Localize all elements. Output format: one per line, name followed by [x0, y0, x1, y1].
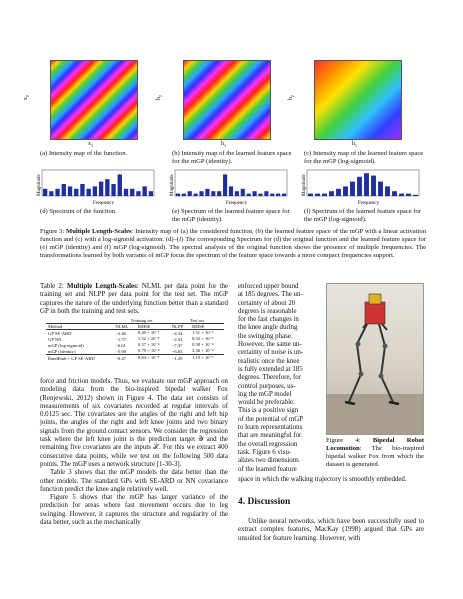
caption-f: (f) Spectrum of the learned feature space for the mGP (log-sigmoid).: [304, 208, 421, 223]
table-row: mGP (log-sigmoid) −6.61 0.37 × 10⁻⁴ −7.37 0.58 × 10⁻⁴: [48, 342, 214, 348]
spectrum-bar: [413, 195, 418, 196]
text-line: would be preferable.: [238, 399, 295, 407]
text-line: the knee angle during: [238, 324, 298, 332]
spectrum-bar: [49, 191, 53, 196]
spectrum-bar: [217, 191, 221, 196]
spectrum-d-xlabel: Frequency: [93, 201, 115, 206]
text-line: is fully extended at 185: [238, 365, 303, 373]
text-line: enforced upper bound: [238, 283, 299, 290]
spectrum-bar: [223, 174, 227, 196]
spectrum-bar: [124, 189, 128, 196]
spectrum-bar: [264, 191, 268, 196]
robot-photo: [326, 283, 424, 435]
text-line: However, the same un-: [238, 341, 302, 349]
spectrum-bar: [62, 184, 66, 196]
spectrum-bar: [111, 184, 115, 196]
table-row: GP NN −1.57 1.52 × 10⁻² −2.53 8.32 × 10⁻²: [48, 336, 214, 342]
spectrum-bar: [43, 189, 47, 196]
caption-d: (d) Spectrum of the function.: [40, 208, 117, 215]
spectrum-bar: [199, 191, 203, 196]
spectrum-bar: [378, 182, 383, 196]
spectrum-bar: [74, 189, 78, 196]
text-line: certainty of noise is un-: [238, 349, 304, 357]
text-line: for the fast changes in: [238, 316, 299, 324]
spectrum-bar: [136, 191, 140, 196]
spectrum-bar: [399, 194, 404, 196]
spectrum-bar: [357, 177, 362, 196]
text-line: ing the mGP model: [238, 390, 292, 398]
text-line: the overall regression: [238, 440, 298, 448]
text-line: at 185 degrees. The un-: [238, 291, 303, 299]
figure-4-caption: Figure 4: Bipedal Robot Locomotion: The bio-inspired bipedal walker Fox from which the dataset is generated.: [326, 437, 424, 468]
caption-c: (c) Intensity map of the learned feature space for the mGP (log-sigmoid).: [304, 150, 424, 165]
text-line: This is a positive sign: [238, 407, 299, 415]
spectrum-bar: [282, 194, 286, 196]
text-line: of the learned feature: [238, 465, 297, 473]
heatmap-c-xlabel: $h_1$: [352, 141, 357, 149]
spectrum-e: [163, 166, 293, 206]
spectrum-bar: [149, 191, 153, 196]
spectrum-bar: [194, 194, 198, 196]
spectrum-bar: [182, 194, 186, 196]
spectrum-d-ylabel: Magnitude: [37, 174, 42, 196]
spectrum-bar: [93, 186, 97, 196]
text-line: control purposes, us-: [238, 382, 296, 390]
spectrum-bar: [118, 174, 122, 196]
spectrum-d: [30, 166, 160, 206]
spectrum-bar: [322, 194, 327, 196]
heatmap-c-ylabel: $h_2$: [287, 95, 296, 101]
spectrum-bar: [371, 176, 376, 196]
spectrum-bar: [176, 194, 180, 196]
spectrum-bar: [99, 182, 103, 196]
spectrum-bar: [105, 179, 109, 196]
spectrum-bar: [247, 194, 251, 196]
spectrum-bar: [336, 189, 341, 196]
table-row: mGP (identity) −5.60 0.79 × 10⁻⁴ −6.63 2.36 × 10⁻⁴: [48, 348, 214, 354]
right-paragraph-end: space in which the walking trajectory is smoothly embedded.: [238, 476, 407, 483]
paragraph: Table 3 shows that the mGP models the data better than the other models. The standard GPs with SE-ARD or NN covariance function predict the knee angle relatively well.: [40, 469, 228, 493]
spectrum-bar: [130, 189, 134, 196]
spectrum-bar: [68, 186, 72, 196]
spectrum-bar: [86, 189, 90, 196]
figure-3-caption: Figure 3: Multiple Length-Scales: Intensity map of (a) the considered function, (b) the learned feature space of the mGP with a linear activation function and (c) with a log-sigmoid activation. (d)–(f) The corresponding Spectrum for (d) the original function and the learned feature space for (e) mGP (identity) and (f) mGP (log-sigmoid). The spectral analysis of the original function shows the presence of multiple frequencies. The transformations learned by both variants of mGP focus the spectrum of the feature space towards a more compact frequencies support.: [40, 228, 426, 259]
spectrum-bar: [343, 186, 348, 196]
spectrum-bar: [392, 191, 397, 196]
table-2-caption: Table 2: Multiple Length-Scales: NLML per data point for the training set and NLPP per data point for the test set. The mGP captures the nature of the underlying function better than a standard GP in both the training and test sets.: [40, 283, 228, 315]
spectrum-bar: [350, 182, 355, 196]
spectrum-bar: [258, 194, 262, 196]
spectrum-bar: [241, 189, 245, 196]
paragraph: force and friction models. Thus, we evaluate our mGP approach on modeling data from the bio-inspired bipedal walker Fox (Renjewski, 2012) shown in Figure 4. The data set consists of measurements of six covariates recorded at regular intervals of 0.0125 sec. The covariates are the angles of the right and left hip joints, the angles of the right and left knee joints and two binary signals from the ground contact sensors. We consider the regression task where the left knee joint is the prediction target 𝒴 and the remaining five covariates are the inputs 𝒳. For this we extract 400 consecutive data points, while we test on the following 500 data points. The mGP uses a network structure [1-30-3].: [40, 378, 228, 468]
left-column-text: [40, 378, 228, 527]
spectrum-bar: [211, 191, 215, 196]
heatmap-b-ylabel: $h_2$: [155, 95, 164, 101]
text-line: to learn representations: [238, 424, 303, 432]
spectrum-f: [295, 166, 425, 206]
spectrum-bar: [253, 191, 257, 196]
spectrum-e-ylabel: Magnitude: [170, 174, 175, 196]
spectrum-bar: [329, 191, 334, 196]
spectrum-bar: [235, 191, 239, 196]
heatmap-a: [50, 60, 138, 140]
robot-walker-image: [327, 284, 423, 434]
spectrum-bar: [270, 194, 274, 196]
spectrum-f-xlabel: Frequency: [358, 201, 380, 206]
spectrum-bar: [229, 186, 233, 196]
table-row: RandEmb + GP SE-ARD −0.47 8.84 × 10⁻² −1.29 1.19 × 10⁻¹: [46, 355, 224, 362]
discussion-paragraph: Unlike neural networks, which have been successfully used to extract complex features, MacKay (1998) argued that GPs are unsuited for feature learning. However, with: [238, 518, 424, 542]
text-line: of the potential of mGP: [238, 415, 304, 423]
paragraph: Figure 5 shows that the mGP has larger variance of the prediction for areas where fast movement occurs due to leg swinging. However, it captures the structure and regularity of the data better, such as the mechanically: [40, 494, 228, 527]
heatmap-b-xlabel: $h_1$: [221, 141, 226, 149]
caption-e: (e) Spectrum of the learned feature space for the mGP (identity).: [172, 208, 290, 223]
spectrum-f-ylabel: Magnitude: [302, 174, 307, 196]
text-line: certainty of about 20: [238, 299, 296, 307]
spectrum-bar: [308, 194, 313, 196]
spectrum-bar: [276, 194, 280, 196]
spectrum-bar: [385, 186, 390, 196]
text-line: alizes two dimensions: [238, 457, 299, 465]
spectrum-bar: [142, 186, 146, 196]
spectrum-bar: [80, 184, 84, 196]
spectrum-axes: [307, 170, 419, 196]
heatmap-c: [314, 60, 402, 140]
spectrum-bar: [205, 189, 209, 196]
section-heading: 4. Discussion: [238, 497, 291, 507]
spectrum-bar: [315, 194, 320, 196]
heatmap-b: [183, 60, 271, 140]
spectrum-bar: [406, 194, 411, 196]
spectrum-bar: [364, 173, 369, 196]
heatmap-a-xlabel: $x_1$: [88, 141, 93, 149]
text-line: that are meaningful for: [238, 432, 302, 440]
spectrum-bar: [55, 189, 59, 196]
caption-a: (a) Intensity map of the function.: [40, 150, 128, 157]
right-narrow-text: [238, 283, 319, 474]
text-line: realistic once the knee: [238, 357, 300, 365]
text-line: degrees is reasonable: [238, 307, 297, 315]
table-2: Training set Test set Method NLML RMSE NLPP RMSE GP SE-ARD −2.46 9.40 × 10⁻² −4.34 1.51 × 10⁻¹ GP NN −1.57 1.52 × 10⁻² −2.53 8.32 × 10⁻² mGP (log-sigmoid) −6.61 0.37 × 10⁻⁴ −7.37 0.58 × 10⁻⁴ mGP (identity) −5.60 0.79 × 10⁻⁴ −6.63 2.36 × 10⁻⁴ RandEmb + GP SE-ARD −0.47 8.84 × 10⁻² −1.29 1.19 × 10⁻¹: [46, 318, 224, 361]
text-line: degrees. Therefore, for: [238, 374, 302, 382]
heatmap-a-ylabel: $x_2$: [22, 95, 31, 101]
table-row: GP SE-ARD −2.46 9.40 × 10⁻² −4.34 1.51 × 10⁻¹: [48, 330, 214, 336]
spectrum-e-xlabel: Frequency: [226, 201, 248, 206]
text-line: the swinging phase.: [238, 332, 293, 340]
spectrum-bar: [188, 191, 192, 196]
text-line: task. Figure 6 visu-: [238, 448, 292, 456]
caption-b: (b) Intensity map of the learned feature space for the mGP (identity).: [172, 150, 292, 165]
